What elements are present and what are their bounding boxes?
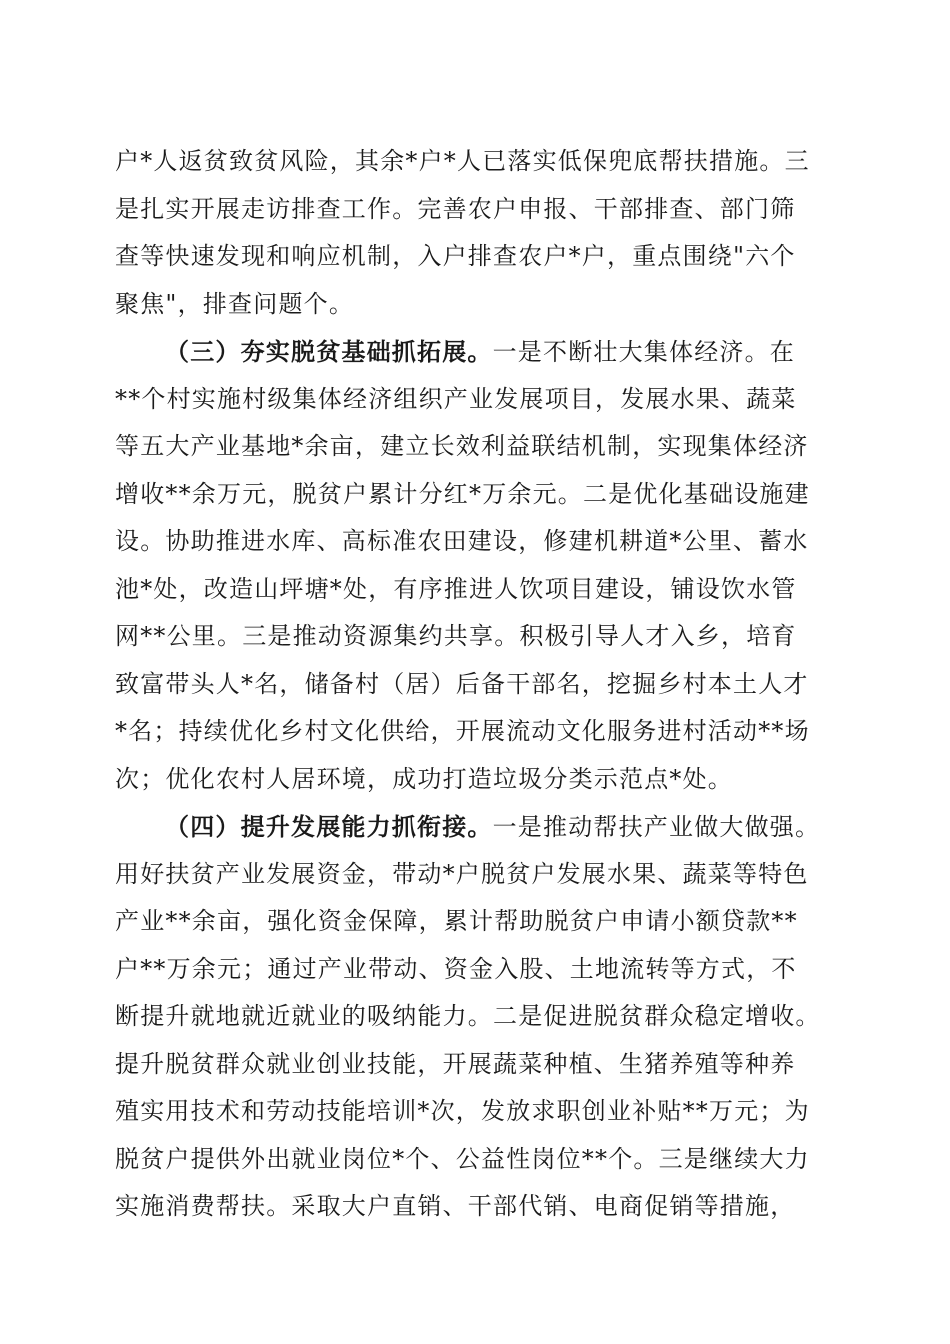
text-line: 脱贫户提供外出就业岗位*个、公益性岗位**个。三是继续大力	[115, 1144, 810, 1173]
text-line: 断提升就地就近就业的吸纳能力。二是促进脱贫群众稳定增收。	[115, 1002, 821, 1030]
first-line-text: 一是不断壮大集体经济。在	[492, 338, 796, 366]
section-heading-3: （三）夯实脱贫基础抓拓展。	[165, 337, 493, 366]
text-line: **个村实施村级集体经济组织产业发展项目，发展水果、蔬菜	[115, 384, 797, 413]
paragraph-continuation	[115, 138, 839, 328]
text-line: 次；优化农村人居环境，成功打造垃圾分类示范点*处。	[115, 764, 733, 793]
text-line: 增收**余万元，脱贫户累计分红*万余元。二是优化基础设施建	[115, 479, 810, 508]
paragraph-section-4	[115, 803, 839, 1231]
text-line: 查等快速发现和响应机制，入户排查农户*户，重点围绕"六个	[115, 242, 796, 270]
text-line: 殖实用技术和劳动技能培训*次，发放求职创业补贴**万元；为	[115, 1097, 810, 1125]
text-line: *名；持续优化乡村文化供给，开展流动文化服务进村活动**场	[115, 717, 810, 745]
text-line: 池*处，改造山坪塘*处，有序推进人饮项目建设，铺设饮水管	[115, 574, 797, 603]
text-line: 网**公里。三是推动资源集约共享。积极引导人才入乡，培育	[115, 622, 797, 650]
text-line: 产业**余亩，强化资金保障，累计帮助脱贫户申请小额贷款**	[115, 907, 798, 935]
paragraph-section-3	[115, 328, 839, 803]
first-line-text: 一是推动帮扶产业做大做强。	[492, 813, 821, 841]
text-line: 等五大产业基地*余亩，建立长效利益联结机制，实现集体经济	[115, 432, 809, 460]
text-line: 致富带头人*名，储备村（居）后备干部名，挖掘乡村本土人才	[115, 669, 809, 698]
text-line: 户**万余元；通过产业带动、资金入股、土地流转等方式，不	[115, 954, 797, 983]
text-line: 户*人返贫致贫风险，其余*户*人已落实低保兜底帮扶措施。三	[115, 147, 810, 175]
text-line: 提升脱贫群众就业创业技能，开展蔬菜种植、生猪养殖等种养	[115, 1049, 796, 1078]
document-body	[115, 138, 839, 1231]
text-line: 用好扶贫产业发展资金，带动*户脱贫户发展水果、蔬菜等特色	[115, 859, 809, 888]
paragraph-first-line	[115, 803, 839, 851]
text-line: 设。协助推进水库、高标准农田建设，修建机耕道*公里、蓄水	[115, 527, 809, 555]
text-line: 实施消费帮扶。采取大户直销、干部代销、电商促销等措施，	[115, 1192, 796, 1220]
text-line: 是扎实开展走访排查工作。完善农户申报、干部排查、部门筛	[115, 194, 796, 223]
text-line: 聚焦"，排查问题个。	[115, 289, 355, 318]
section-heading-4: （四）提升发展能力抓衔接。	[165, 812, 493, 841]
paragraph-first-line	[115, 328, 839, 376]
